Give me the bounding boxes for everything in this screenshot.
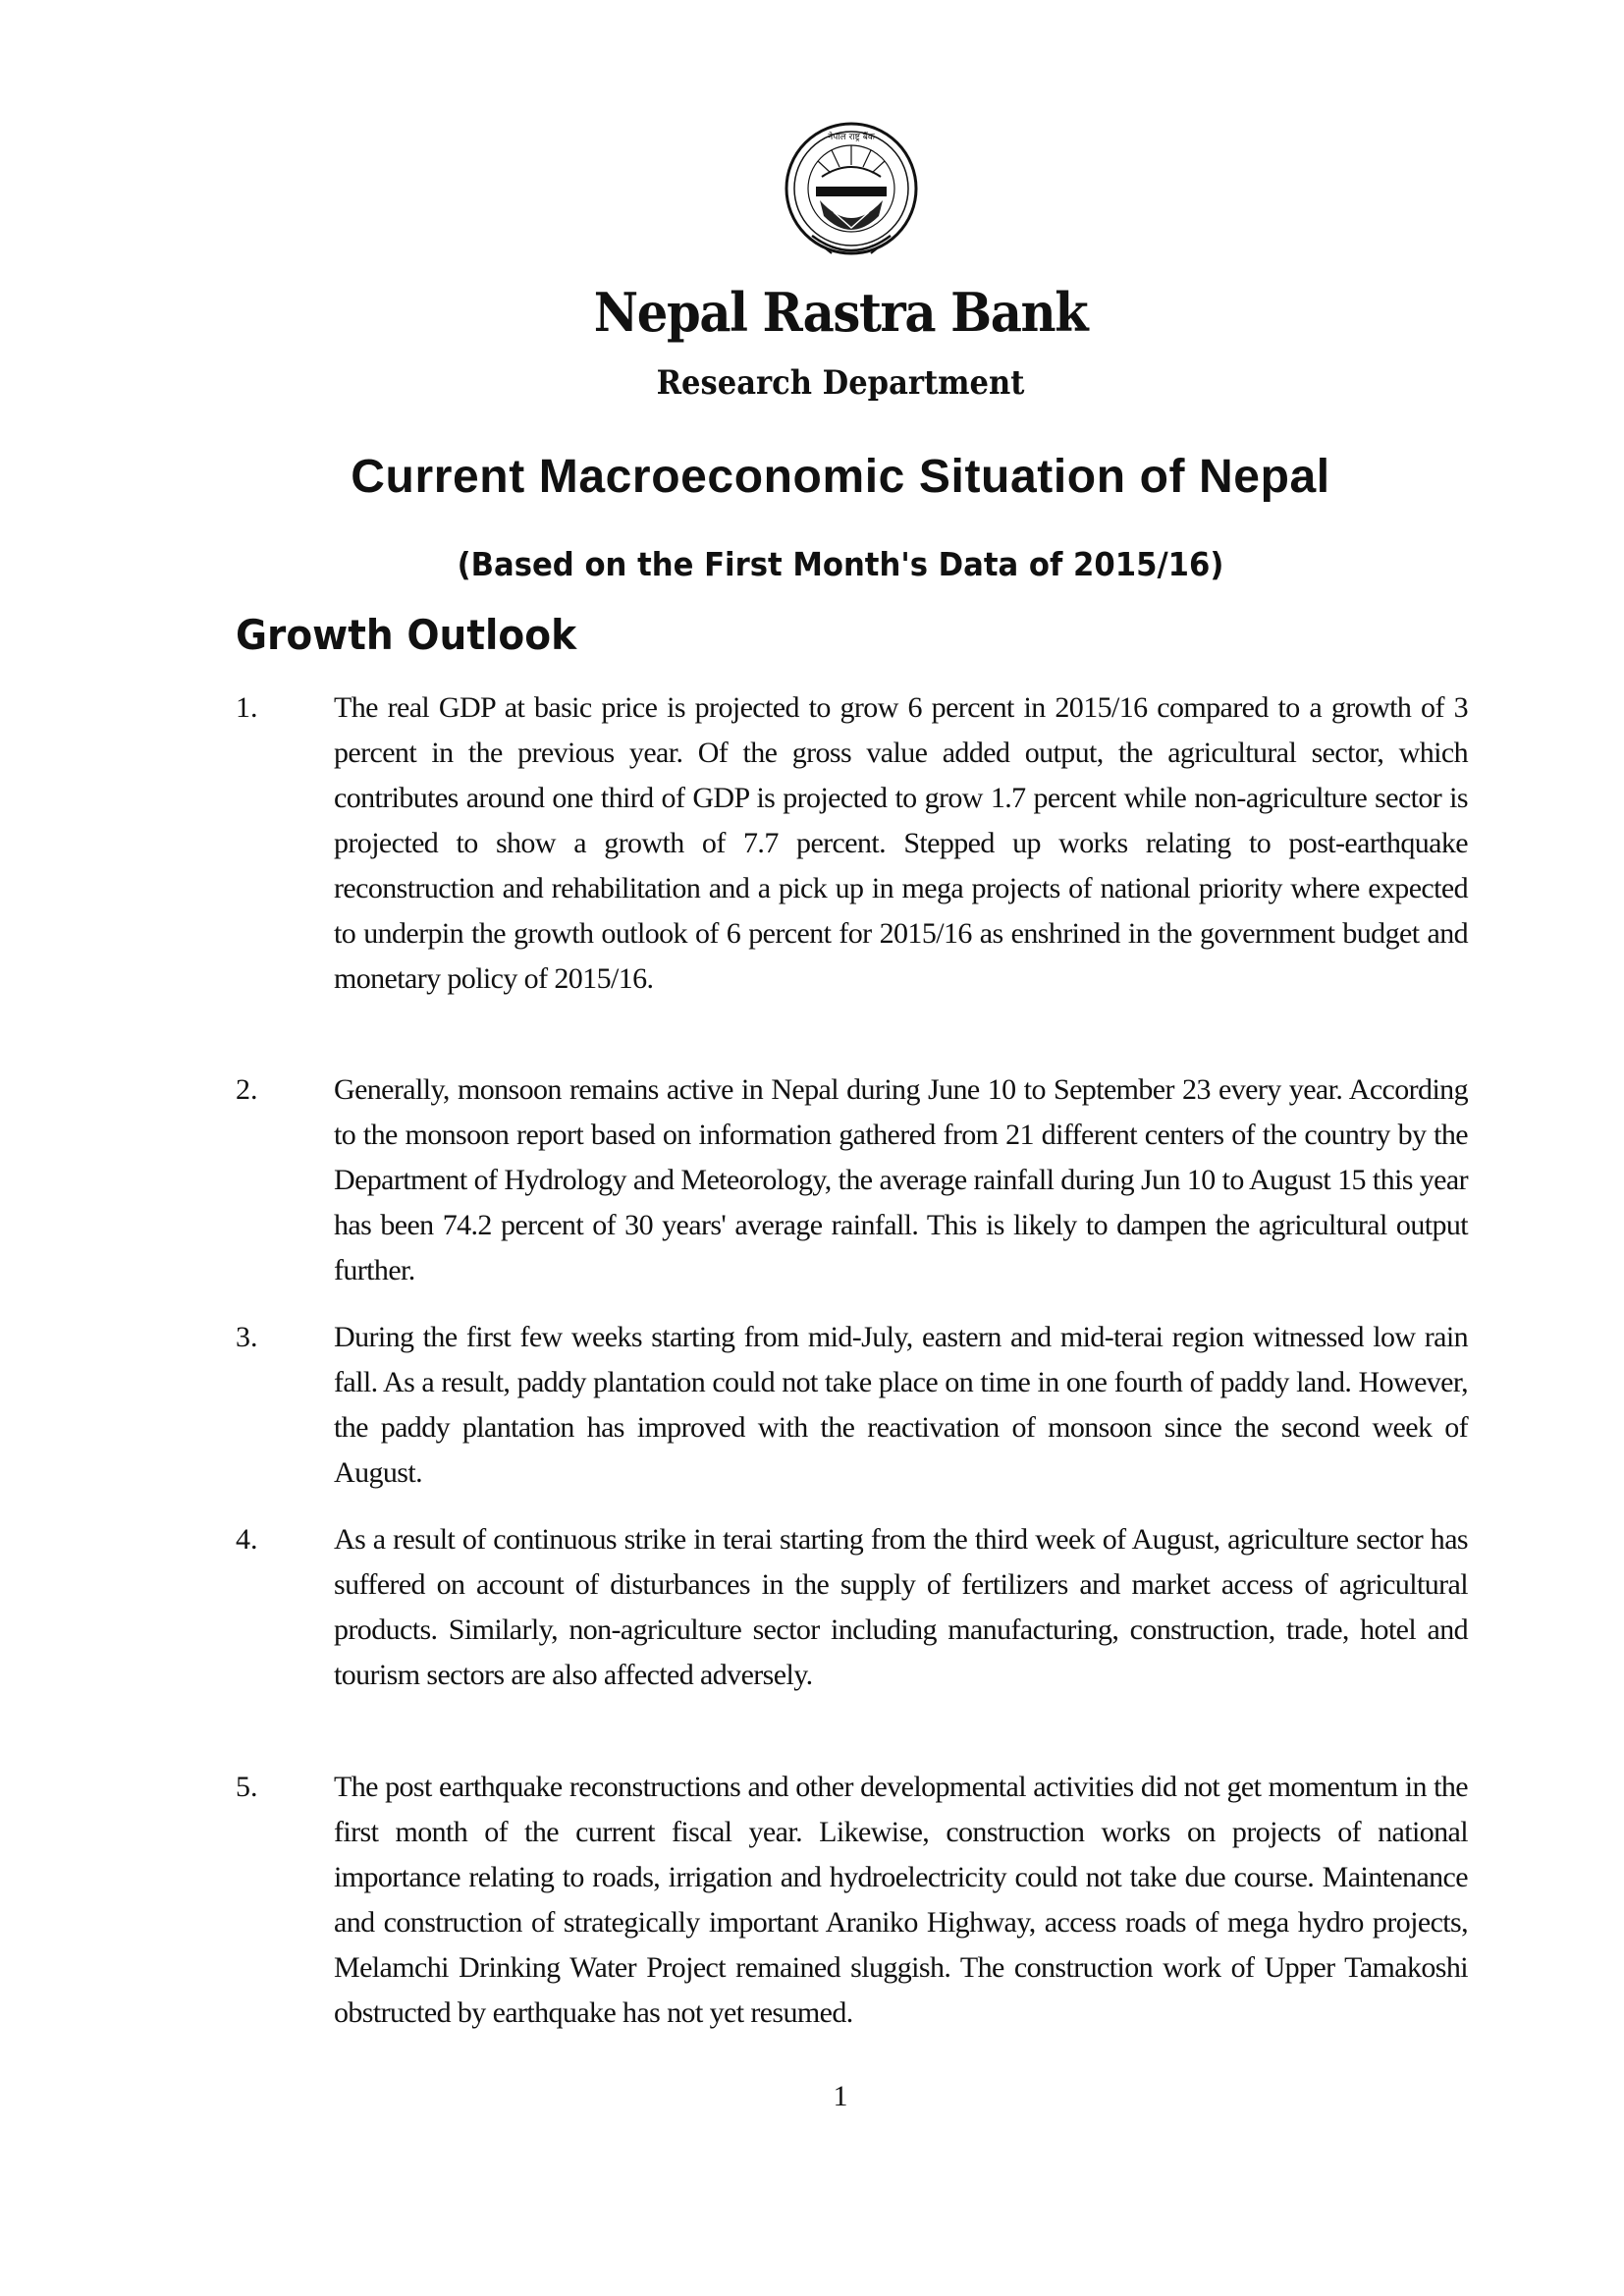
list-item-number: 4. [236,1523,258,1556]
document-subtitle: (Based on the First Month's Data of 2015/16) [457,545,1224,583]
bank-seal-logo [783,118,920,270]
list-item-text: Generally, monsoon remains active in Nepal during June 10 to September 23 every year. According to the monsoon report based on information gathered from 21 different centers of the country by the Department of Hydrology and Meteorology, the average rainfall during Jun 10 to August 15 this year has been 74.2 percent of 30 years' average rainfall. This is likely to dampen the agricultural output further. [334,1073,1468,1286]
list-item-number: 5. [236,1771,258,1803]
section-heading: Growth Outlook [236,611,577,659]
seal-text: नेपाल राष्ट्र बैंक [828,133,875,142]
list-item-text: As a result of continuous strike in terai starting from the third week of August, agriculture sector has suffered on account of disturbances in the supply of fertilizers and market access of agricultural products. Similarly, non-agriculture sector including manufacturing, construction, trade, hotel and tourism sectors are also affected adversely. [334,1523,1468,1691]
page-number: 1 [833,2080,848,2112]
list-item-text: The real GDP at basic price is projected to grow 6 percent in 2015/16 compared to a growth of 3 percent in the previous year. Of the gross value added output, the agricultural sector, which contributes around one third of GDP is projected to grow 1.7 percent while non-agriculture sector is projected to show a growth of 7.7 percent. Stepped up works relating to post-earthquake reconstruction and rehabilitation and a pick up in mega projects of national priority where expected to underpin the growth outlook of 6 percent for 2015/16 as enshrined in the government budget and monetary policy of 2015/16. [334,691,1468,995]
list-item-text: During the first few weeks starting from mid-July, eastern and mid-terai region witnessed low rain fall. As a result, paddy plantation could not take place on time in one fourth of paddy land. However, the paddy plantation has improved with the reactivation of monsoon since the second week of August. [334,1321,1468,1489]
bank-name: Nepal Rastra Bank [593,281,1088,344]
list-item-number: 3. [236,1321,258,1353]
department-name: Research Department [656,363,1025,403]
list-item-text: The post earthquake reconstructions and other developmental activities did not get momentum in the first month of the current fiscal year. Likewise, construction works on projects of national importance relating to roads, irrigation and hydroelectricity could not take due course. Maintenance and construction of strategically important Araniko Highway, access roads of mega hydro projects, Melamchi Drinking Water Project remained sluggish. The construction work of Upper Tamakoshi obstructed by earthquake has not yet resumed. [334,1771,1468,2029]
document-title: Current Macroeconomic Situation of Nepal [351,451,1330,503]
list-item-number: 1. [236,691,258,724]
list-item-number: 2. [236,1073,258,1106]
